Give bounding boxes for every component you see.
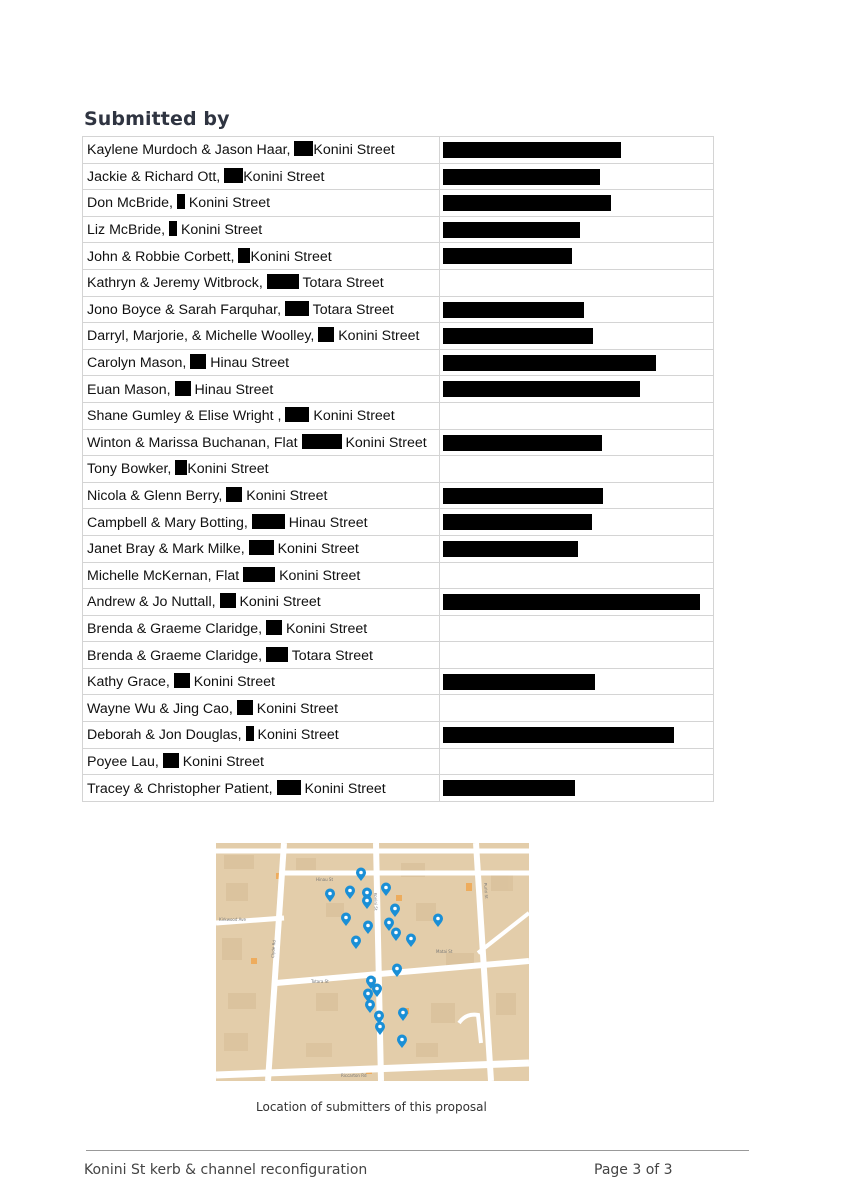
redacted-house-number (266, 620, 282, 635)
street-label-puriri: Puriri St (483, 882, 490, 899)
submitter-street: Konini Street (309, 408, 395, 425)
submitter-contact-cell (440, 562, 714, 589)
submitter-name-cell (83, 349, 440, 376)
submitter-street: Konini Street (235, 594, 321, 611)
table-row (83, 722, 714, 749)
submitter-name-cell (83, 722, 440, 749)
table-row (83, 402, 714, 429)
submitter-street: Konini Street (189, 674, 275, 691)
submitter-name: Campbell & Mary Botting, (87, 514, 248, 531)
redacted-contact (443, 142, 621, 158)
submitter-name: Jackie & Richard Ott, (87, 168, 221, 185)
submitter-contact-cell (440, 376, 714, 403)
submitter-street: Konini Street (253, 727, 339, 744)
submitter-name: Jono Boyce & Sarah Farquhar, (87, 301, 282, 318)
location-pin-dot (393, 907, 397, 911)
location-pin-dot (359, 871, 363, 875)
location-pin-dot (400, 1038, 404, 1042)
submitter-street: Konini Street (177, 222, 263, 239)
submitter-name-cell (83, 137, 440, 164)
street-label-kirkwood: Kirkwood Ave (219, 917, 247, 922)
submitter-name-cell (83, 668, 440, 695)
section-heading: Submitted by (84, 108, 230, 130)
submitter-contact-cell (440, 137, 714, 164)
table-row (83, 429, 714, 456)
table-row (83, 482, 714, 509)
table-row (83, 748, 714, 775)
street-label-hinau: Hinau St (316, 877, 334, 882)
submitter-contact-cell (440, 296, 714, 323)
submitter-name: Wayne Wu & Jing Cao, (87, 700, 233, 717)
submitter-street: Konini Street (250, 248, 332, 265)
location-map (216, 843, 529, 1081)
redacted-house-number (174, 673, 190, 688)
submitter-contact-cell (440, 402, 714, 429)
submitter-street: Konini Street (273, 541, 359, 558)
table-row (83, 216, 714, 243)
redacted-contact (443, 328, 593, 344)
submitter-contact-cell (440, 775, 714, 802)
location-pin-dot (378, 1025, 382, 1029)
table-row (83, 695, 714, 722)
table-row (83, 296, 714, 323)
redacted-contact (443, 674, 595, 690)
redacted-house-number (226, 487, 242, 502)
submitter-contact-cell (440, 429, 714, 456)
submitter-street: Konini Street (275, 567, 361, 584)
street-label-clyde: Clyde Rd (270, 939, 277, 959)
redacted-house-number (277, 780, 301, 795)
redacted-house-number (249, 540, 274, 555)
table-row (83, 269, 714, 296)
redacted-contact (443, 594, 700, 610)
location-pin-dot (395, 967, 399, 971)
submitter-name-cell (83, 269, 440, 296)
footer-title: Konini St kerb & channel reconfiguration (84, 1162, 368, 1178)
submitter-street: Totara Street (298, 275, 384, 292)
redacted-house-number (294, 141, 313, 156)
location-pin-dot (368, 1003, 372, 1007)
redacted-house-number (318, 327, 334, 342)
location-pin-dot (365, 891, 369, 895)
redacted-contact (443, 514, 592, 530)
submitter-name: Brenda & Graeme Claridge, (87, 647, 263, 664)
redacted-house-number (175, 460, 187, 475)
street-label-totara: Totara St (311, 979, 329, 984)
redacted-contact (443, 727, 674, 743)
submitter-name-cell (83, 163, 440, 190)
redacted-house-number (285, 407, 309, 422)
submitter-contact-cell (440, 216, 714, 243)
submitter-contact-cell (440, 722, 714, 749)
submitter-contact-cell (440, 163, 714, 190)
submitter-name-cell (83, 429, 440, 456)
submitter-name-cell (83, 535, 440, 562)
submitter-name: Janet Bray & Mark Milke, (87, 541, 245, 558)
submitter-name: Tracey & Christopher Patient, (87, 780, 273, 797)
submitter-contact-cell (440, 269, 714, 296)
redacted-house-number (252, 514, 285, 529)
table-row (83, 190, 714, 217)
table-row (83, 137, 714, 164)
redacted-house-number (302, 434, 342, 449)
submitter-name-cell (83, 615, 440, 642)
submitter-street: Konini Street (282, 620, 368, 637)
redacted-house-number (285, 301, 309, 316)
submitter-name-cell (83, 190, 440, 217)
submitter-name-cell (83, 296, 440, 323)
location-pin-dot (365, 899, 369, 903)
submitter-contact-cell (440, 668, 714, 695)
submitter-name: Liz McBride, (87, 222, 166, 239)
table-row (83, 642, 714, 669)
submitter-name-cell (83, 695, 440, 722)
redacted-house-number (238, 248, 250, 263)
submitter-contact-cell (440, 695, 714, 722)
redacted-contact (443, 435, 602, 451)
table-row (83, 615, 714, 642)
submitter-name-cell (83, 589, 440, 616)
submitter-street: Konini Street (334, 328, 420, 345)
submitter-name-cell (83, 775, 440, 802)
submitter-street: Konini Street (313, 142, 395, 159)
location-pin-dot (394, 931, 398, 935)
submitter-name: Shane Gumley & Elise Wright , (87, 408, 282, 425)
submitter-contact-cell (440, 243, 714, 270)
redacted-contact (443, 488, 603, 504)
redacted-house-number (266, 647, 288, 662)
redacted-contact (443, 780, 575, 796)
location-pin-dot (354, 939, 358, 943)
submitter-name-cell (83, 456, 440, 483)
submitter-street: Totara Street (288, 647, 373, 664)
street-label-riccarton: Riccarton Rd (341, 1073, 367, 1078)
submitter-name-cell (83, 482, 440, 509)
submitter-contact-cell (440, 589, 714, 616)
submitter-name-cell (83, 243, 440, 270)
submitter-name-cell (83, 216, 440, 243)
submitter-contact-cell (440, 642, 714, 669)
redacted-house-number (224, 168, 243, 183)
redacted-contact (443, 302, 584, 318)
table-row (83, 775, 714, 802)
table-row (83, 668, 714, 695)
submitter-name: Deborah & Jon Douglas, (87, 727, 242, 744)
table-row (83, 589, 714, 616)
submitter-name: Darryl, Marjorie, & Michelle Woolley, (87, 328, 315, 345)
submitter-street: Konini Street (300, 780, 386, 797)
location-pin-dot (375, 987, 379, 991)
submitter-name: Don McBride, (87, 195, 173, 212)
location-pin-dot (409, 937, 413, 941)
table-row (83, 349, 714, 376)
redacted-house-number (267, 274, 299, 289)
table-row (83, 323, 714, 350)
redacted-house-number (237, 700, 253, 715)
submitter-name-cell (83, 642, 440, 669)
redacted-house-number (177, 194, 185, 209)
submitter-street: Konini Street (252, 700, 339, 717)
table-row (83, 456, 714, 483)
submitter-contact-cell (440, 535, 714, 562)
submitter-street: Konini Street (178, 753, 264, 770)
submitter-street: Konini Street (341, 434, 427, 451)
redacted-contact (443, 355, 656, 371)
redacted-house-number (169, 221, 177, 236)
location-pin-dot (366, 924, 370, 928)
redacted-contact (443, 195, 611, 211)
submitter-name-cell (83, 402, 440, 429)
submitter-street: Konini Street (242, 488, 328, 505)
redacted-house-number (175, 381, 191, 396)
submitter-name-cell (83, 376, 440, 403)
map-caption: Location of submitters of this proposal (256, 1100, 487, 1114)
submitter-contact-cell (440, 748, 714, 775)
submitter-street: Hinau Street (190, 381, 274, 398)
submitter-name-cell (83, 748, 440, 775)
footer-page-number: Page 3 of 3 (594, 1162, 673, 1178)
submitter-contact-cell (440, 323, 714, 350)
location-pin-dot (401, 1011, 405, 1015)
table-row (83, 562, 714, 589)
location-pin-dot (366, 992, 370, 996)
submitter-name-cell (83, 323, 440, 350)
submitter-name: Nicola & Glenn Berry, (87, 488, 223, 505)
redacted-contact (443, 248, 572, 264)
redacted-contact (443, 541, 578, 557)
submitter-name: Kathryn & Jeremy Witbrock, (87, 275, 263, 292)
table-row (83, 243, 714, 270)
redacted-house-number (220, 593, 236, 608)
location-pin-dot (387, 921, 391, 925)
submitter-contact-cell (440, 615, 714, 642)
submitter-name-cell (83, 509, 440, 536)
submitter-name: Andrew & Jo Nuttall, (87, 594, 216, 611)
table-row (83, 535, 714, 562)
submitter-street: Hinau Street (284, 514, 368, 531)
location-pin-dot (344, 916, 348, 920)
submitter-contact-cell (440, 509, 714, 536)
location-pin-dot (369, 979, 373, 983)
location-pin-dot (377, 1014, 381, 1018)
footer-divider (86, 1150, 749, 1151)
submitter-name: Tony Bowker, (87, 461, 172, 478)
location-pin-dot (384, 886, 388, 890)
redacted-house-number (190, 354, 206, 369)
redacted-house-number (243, 567, 275, 582)
submitter-contact-cell (440, 349, 714, 376)
submitter-street: Konini Street (243, 168, 325, 185)
submitter-name: Winton & Marissa Buchanan, Flat (87, 434, 298, 451)
table-row (83, 163, 714, 190)
submitter-street: Totara Street (308, 301, 394, 318)
submitter-street: Konini Street (187, 461, 269, 478)
submitters-table (82, 136, 714, 802)
submitter-contact-cell (440, 456, 714, 483)
table-row (83, 376, 714, 403)
submitter-street: Hinau Street (206, 355, 290, 372)
submitter-name: Poyee Lau, (87, 753, 159, 770)
submitter-name: Kaylene Murdoch & Jason Haar, (87, 142, 291, 159)
submitter-name: Kathy Grace, (87, 674, 170, 691)
submitter-street: Konini Street (184, 195, 271, 212)
location-pin-dot (436, 917, 440, 921)
redacted-contact (443, 169, 600, 185)
submitter-name: Euan Mason, (87, 381, 171, 398)
redacted-contact (443, 222, 580, 238)
redacted-contact (443, 381, 640, 397)
submitter-name: Carolyn Mason, (87, 355, 187, 372)
street-label-konini: Konini St (373, 892, 379, 911)
submitter-contact-cell (440, 482, 714, 509)
redacted-house-number (246, 726, 254, 741)
submitter-name-cell (83, 562, 440, 589)
submitter-name: Michelle McKernan, Flat (87, 567, 240, 584)
location-pin-dot (328, 892, 332, 896)
submitter-name: Brenda & Graeme Claridge, (87, 620, 263, 637)
submitter-contact-cell (440, 190, 714, 217)
street-label-matai: Matai St (436, 949, 453, 954)
location-pin-dot (348, 889, 352, 893)
submitter-name: John & Robbie Corbett, (87, 248, 235, 265)
redacted-house-number (163, 753, 179, 768)
table-row (83, 509, 714, 536)
